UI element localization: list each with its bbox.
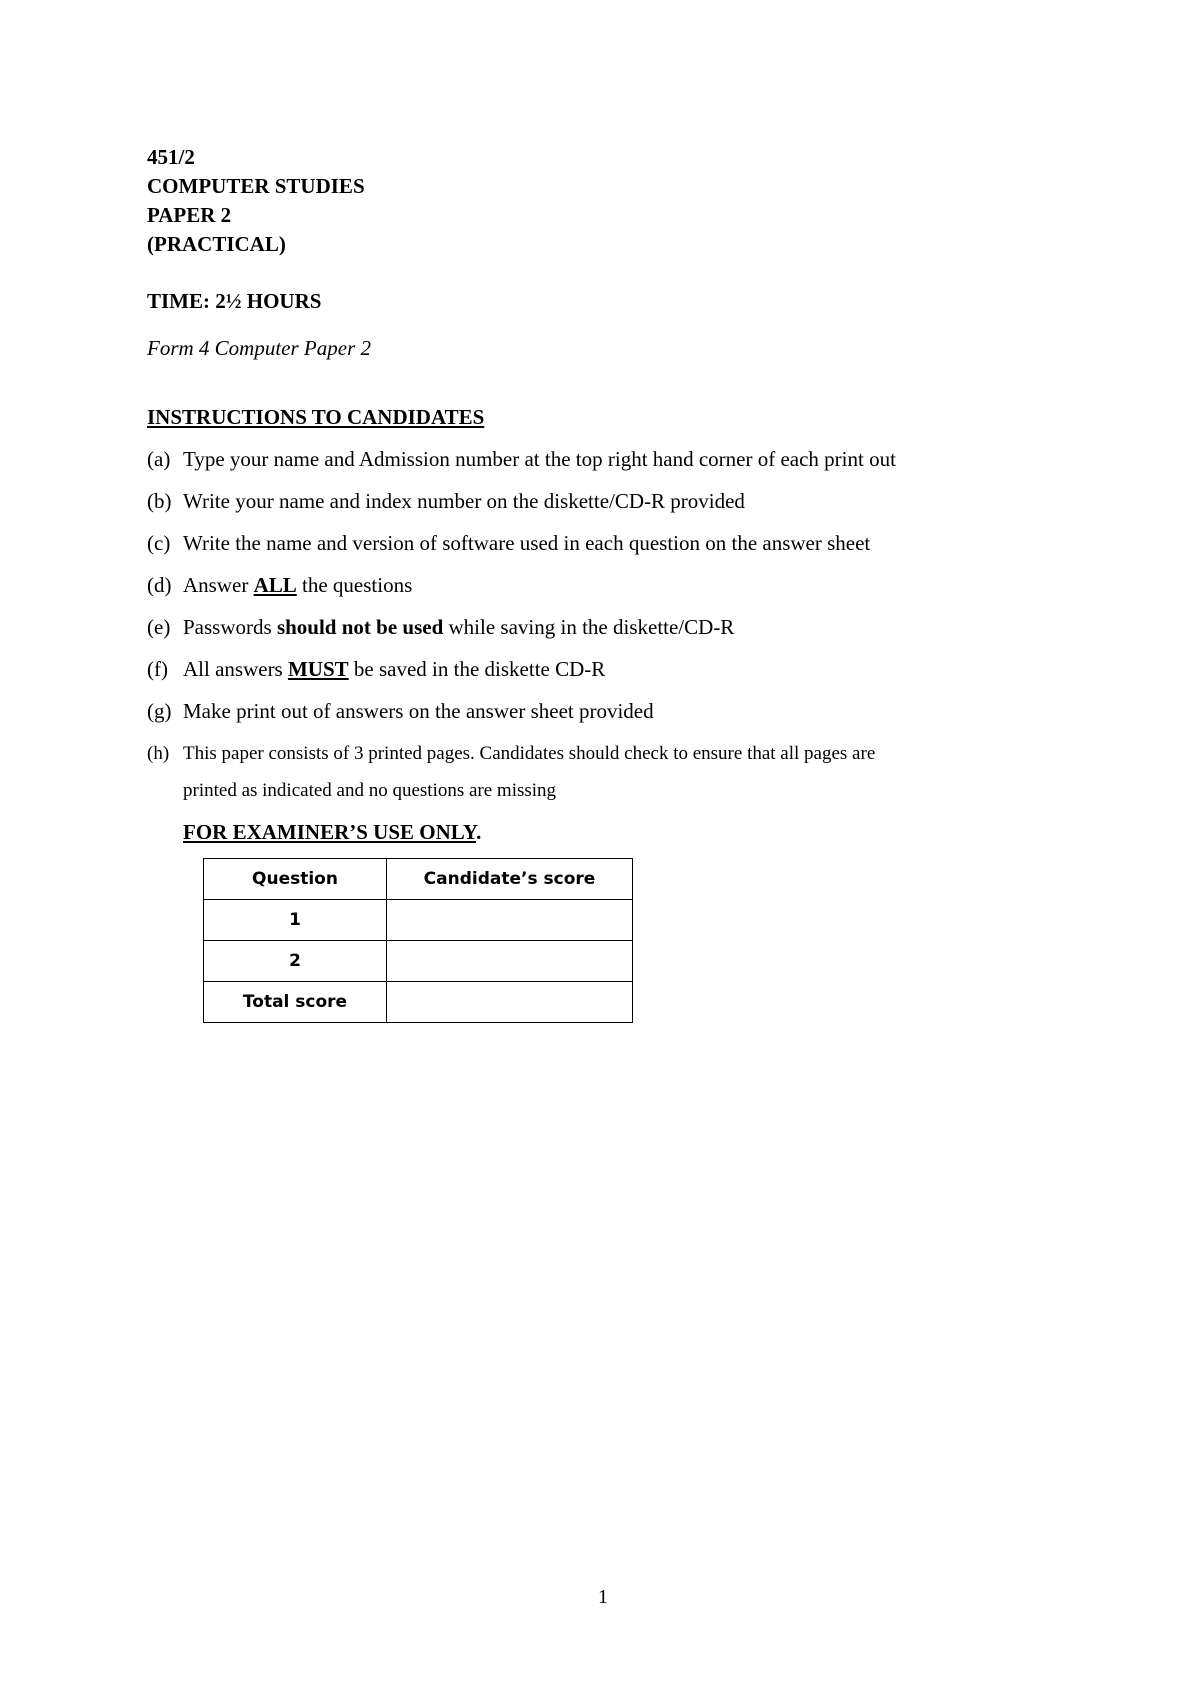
examiner-title-text: FOR EXAMINER’S USE ONLY (183, 820, 477, 844)
instruction-emphasis: should not be used (276, 615, 444, 639)
score-cell (387, 900, 633, 941)
instruction-text: Write the name and version of software used in each question on the answer sheet (183, 531, 871, 555)
instruction-d (147, 573, 412, 598)
instruction-a (147, 447, 896, 472)
examiner-score-table (203, 858, 633, 1023)
instruction-label: (b) (147, 489, 172, 513)
instruction-text-post: while saving in the diskette/CD-R (443, 615, 735, 639)
paper-number: PAPER 2 (147, 203, 232, 227)
instruction-f (147, 657, 605, 682)
instruction-text: Make print out of answers on the answer sheet provided (183, 699, 654, 723)
paper-subtitle: Form 4 Computer Paper 2 (147, 336, 371, 360)
instruction-emphasis: MUST (287, 657, 349, 681)
instruction-label: (d) (147, 573, 172, 597)
examiner-title-period: . (476, 820, 482, 844)
question-cell: 1 (204, 900, 387, 941)
table-row (204, 982, 633, 1023)
instruction-emphasis: ALL (253, 573, 297, 597)
subject-title: COMPUTER STUDIES (147, 174, 365, 198)
instruction-label: (a) (147, 447, 171, 471)
instruction-b (147, 489, 745, 514)
instruction-text-pre: Answer (183, 573, 254, 597)
instruction-text-pre: Passwords (183, 615, 277, 639)
instruction-text: Write your name and index number on the diskette/CD-R provided (183, 489, 745, 513)
instruction-h (147, 743, 875, 765)
instructions-title: INSTRUCTIONS TO CANDIDATES (147, 405, 485, 429)
instruction-c (147, 531, 870, 556)
examiner-title (183, 820, 481, 845)
table-row (204, 941, 633, 982)
header-question: Question (204, 859, 387, 900)
instruction-label: (f) (147, 657, 168, 681)
paper-type: (PRACTICAL) (147, 232, 286, 256)
instruction-g (147, 699, 654, 724)
header-candidate-score: Candidate’s score (387, 859, 633, 900)
instruction-text: Type your name and Admission number at the top right hand corner of each print out (183, 447, 896, 471)
instruction-text-post: the questions (296, 573, 413, 597)
instruction-text-post: be saved in the diskette CD-R (348, 657, 606, 681)
instruction-label: (e) (147, 615, 171, 639)
paper-code: 451/2 (147, 145, 195, 169)
instruction-label: (c) (147, 531, 171, 555)
table-header-row (204, 859, 633, 900)
score-cell (387, 982, 633, 1023)
score-cell (387, 941, 633, 982)
table-row (204, 900, 633, 941)
question-cell: Total score (204, 982, 387, 1023)
page-number: 1 (598, 1586, 608, 1608)
time-allowed: TIME: 2½ HOURS (147, 289, 322, 313)
instruction-label: (g) (147, 699, 172, 723)
instruction-e (147, 615, 734, 640)
question-cell: 2 (204, 941, 387, 982)
instruction-label: (h) (147, 743, 170, 764)
instruction-text: This paper consists of 3 printed pages. Candidates should check to ensure that all pages are (183, 743, 876, 764)
instruction-text-pre: All answers (183, 657, 288, 681)
instruction-h-continuation: printed as indicated and no questions are missing (183, 780, 557, 801)
